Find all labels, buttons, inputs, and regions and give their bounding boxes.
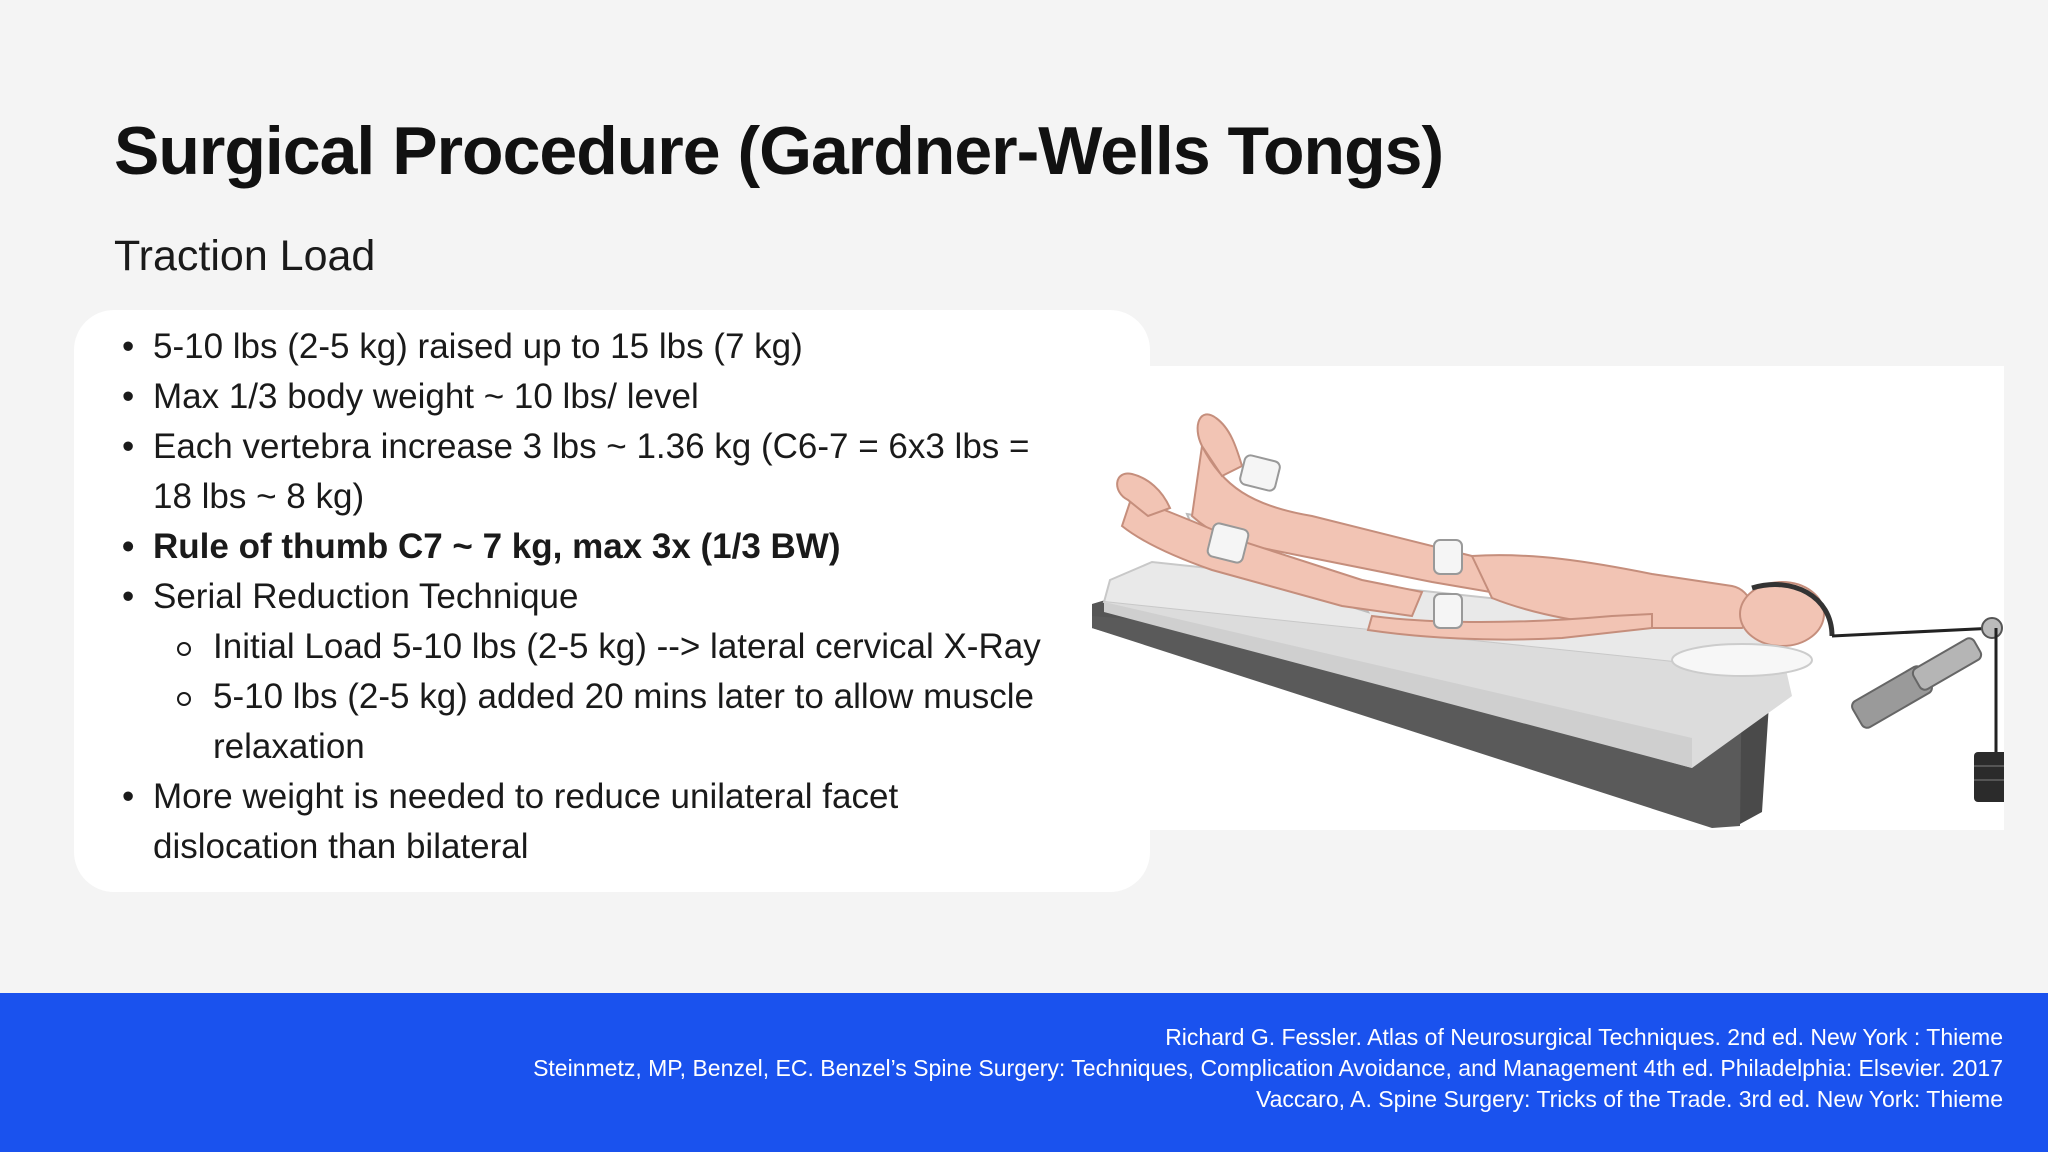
bullet-item: [114, 372, 1054, 422]
traction-illustration: [1092, 366, 2004, 830]
ankle-cuff: [1206, 522, 1249, 564]
bullet-text: Initial Load 5-10 lbs (2-5 kg) --> lateral cervical X-Ray: [213, 627, 1041, 666]
reference-line: Steinmetz, MP, Benzel, EC. Benzel’s Spine Surgery: Techniques, Complication Avoidance, and Management 4th ed. Philadelphia: Elsevier. 2017: [533, 1055, 2003, 1081]
bullet-text: 5-10 lbs (2-5 kg) raised up to 15 lbs (7 kg): [153, 327, 803, 366]
patient-head: [1740, 582, 1824, 646]
bullet-text: More weight is needed to reduce unilateral facet dislocation than bilateral: [153, 777, 899, 866]
bullet-item-bold: [114, 522, 1054, 572]
bullet-text: Serial Reduction Technique: [153, 577, 579, 616]
bullet-item: [114, 322, 1054, 372]
bullet-item: [114, 422, 1054, 522]
bullet-text: 5-10 lbs (2-5 kg) added 20 mins later to allow muscle relaxation: [213, 677, 1034, 766]
slide-subtitle: Traction Load: [114, 232, 376, 280]
references: [533, 1022, 2003, 1115]
bullet-text: Each vertebra increase 3 lbs ~ 1.36 kg (C6-7 = 6x3 lbs = 18 lbs ~ 8 kg): [153, 427, 1030, 516]
traction-weight: [1974, 752, 2004, 802]
sub-bullet-item: [114, 622, 1054, 672]
bullet-text: Max 1/3 body weight ~ 10 lbs/ level: [153, 377, 699, 416]
reference-line: Vaccaro, A. Spine Surgery: Tricks of the Trade. 3rd ed. New York: Thieme: [1255, 1086, 2003, 1112]
bullet-item: [114, 572, 1054, 622]
sub-bullet-item: [114, 672, 1054, 772]
bullet-text: Rule of thumb C7 ~ 7 kg, max 3x (1/3 BW): [153, 527, 841, 566]
bullet-list: [114, 322, 1054, 872]
ankle-cuff: [1239, 454, 1281, 492]
reference-line: Richard G. Fessler. Atlas of Neurosurgical Techniques. 2nd ed. New York : Thieme: [1165, 1024, 2003, 1050]
bullet-item: [114, 772, 1054, 872]
slide-title: Surgical Procedure (Gardner-Wells Tongs): [114, 113, 1444, 189]
traction-cord: [1832, 628, 1996, 636]
